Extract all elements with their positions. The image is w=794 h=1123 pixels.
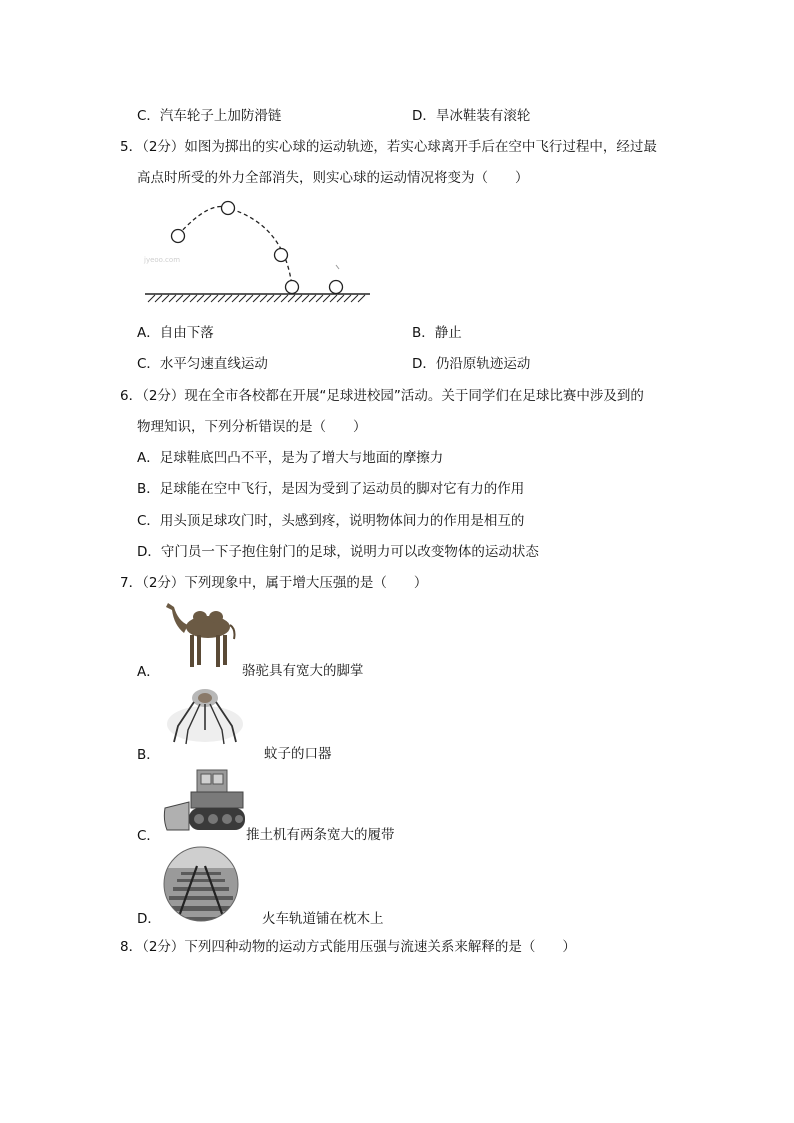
q6-option-a: A．足球鞋底凹凸不平，是为了增大与地面的摩擦力 — [137, 450, 444, 466]
q7-option-b-text: 蚊子的口器 — [264, 746, 332, 762]
ball-2 — [222, 202, 235, 215]
q6-option-d: D．守门员一下子抱住射门的足球，说明力可以改变物体的运动状态 — [137, 544, 539, 560]
q7-option-b-letter: B． — [137, 747, 160, 763]
ball-4 — [286, 281, 299, 294]
camel-image — [160, 597, 242, 671]
q4-option-d: D．旱冰鞋装有滚轮 — [412, 108, 531, 124]
q5-option-c: C．水平匀速直线运动 — [137, 356, 268, 372]
q6-stem-line1: 6．（2分）现在全市各校都在开展“足球进校园”活动。关于同学们在足球比赛中涉及到的 — [120, 388, 644, 404]
motion-mark — [336, 265, 339, 269]
q7-option-d-text: 火车轨道铺在枕木上 — [262, 911, 384, 927]
ball-1 — [172, 230, 185, 243]
q6-option-b: B．足球能在空中飞行，是因为受到了运动员的脚对它有力的作用 — [137, 481, 525, 497]
q6-stem-line2: 物理知识，下列分析错误的是（ ） — [137, 419, 367, 435]
bulldozer-image — [163, 764, 245, 838]
q7-option-d-letter: D． — [137, 911, 161, 927]
q7-option-a-letter: A． — [137, 664, 160, 680]
q7-option-c-text: 推土机有两条宽大的履带 — [246, 827, 395, 843]
ball-trajectory-figure — [140, 195, 375, 305]
q6-option-c: C．用头顶足球攻门时，头感到疼，说明物体间力的作用是相互的 — [137, 513, 525, 529]
ball-3 — [275, 249, 288, 262]
watermark: jyeoo.com — [144, 256, 181, 264]
q4-option-c: C．汽车轮子上加防滑链 — [137, 108, 282, 124]
ball-5 — [330, 281, 343, 294]
q5-stem-line2: 高点时所受的外力全部消失，则实心球的运动情况将变为（ ） — [137, 170, 529, 186]
q7-option-c-letter: C． — [137, 828, 160, 844]
q5-option-d: D．仍沿原轨迹运动 — [412, 356, 531, 372]
ground-hatching — [148, 295, 365, 302]
trajectory-path — [178, 207, 292, 287]
q7-option-a-text: 骆驼具有宽大的脚掌 — [242, 663, 364, 679]
mosquito-image — [164, 680, 246, 750]
q5-stem-line1: 5．（2分）如图为掷出的实心球的运动轨迹，若实心球离开手后在空中飞行过程中，经过最 — [120, 139, 657, 155]
railway-track-image — [163, 846, 239, 922]
q5-option-b: B．静止 — [412, 325, 462, 341]
q8-stem: 8．（2分）下列四种动物的运动方式能用压强与流速关系来解释的是（ ） — [120, 939, 576, 955]
q7-stem: 7．（2分）下列现象中，属于增大压强的是（ ） — [120, 575, 428, 591]
q5-option-a: A．自由下落 — [137, 325, 214, 341]
